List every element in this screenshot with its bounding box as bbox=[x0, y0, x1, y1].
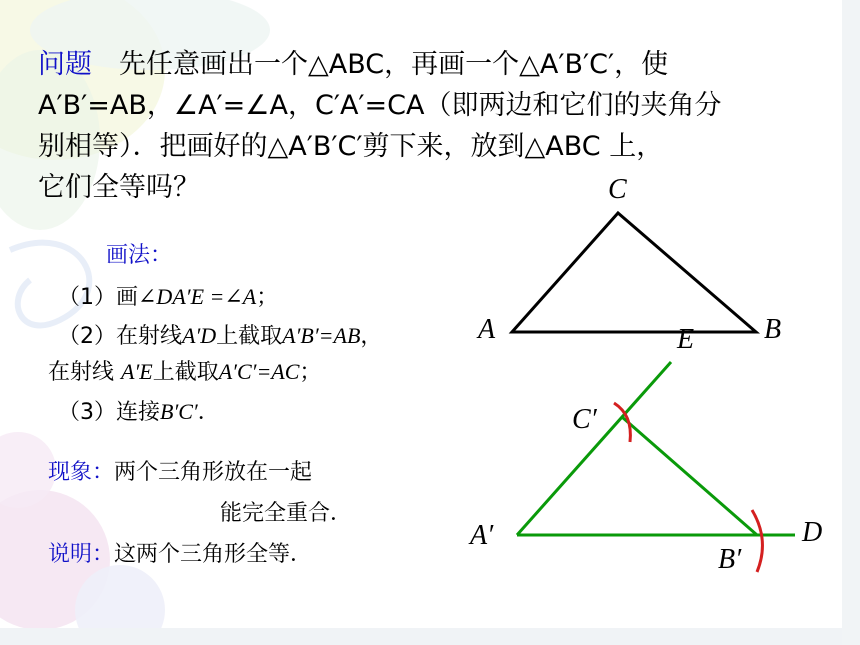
step2b-suffix: ； bbox=[299, 360, 322, 385]
label-b: B bbox=[764, 314, 782, 345]
step1-suffix: ； bbox=[256, 285, 279, 310]
explanation-text: 这两个三角形全等． bbox=[114, 542, 313, 567]
step1-prefix: （1）画 bbox=[58, 285, 138, 310]
explanation-label: 说明： bbox=[48, 542, 115, 567]
label-e: E bbox=[677, 324, 695, 355]
problem-line-4: 它们全等吗？ bbox=[38, 172, 200, 203]
step2-ray: A′D bbox=[182, 323, 217, 348]
problem-line-3: 别相等）．把画好的△A′B′C′剪下来，放到△ABC 上， bbox=[38, 131, 664, 162]
segment-b-c bbox=[622, 417, 757, 535]
step2-suffix: ， bbox=[360, 324, 383, 349]
step3-prefix: （3）连接 bbox=[58, 400, 160, 425]
step2b-eq: A′C′=AC bbox=[218, 359, 300, 384]
problem-line-1: 先任意画出一个△ABC，再画一个△A′B′C′，使 bbox=[119, 49, 669, 80]
step2b-prefix: 在射线 bbox=[48, 360, 121, 385]
label-a: A bbox=[478, 314, 496, 345]
step1-math: ∠DA′E =∠A bbox=[138, 284, 257, 309]
problem-line-2: A′B′=AB，∠A′=∠A，C′A′=CA（即两边和它们的夹角分 bbox=[38, 90, 722, 121]
step2-eq: A′B′=AB bbox=[282, 323, 361, 348]
label-c-prime: C′ bbox=[572, 404, 597, 435]
step2-mid: 上截取 bbox=[216, 324, 283, 349]
label-b-prime: B′ bbox=[718, 544, 742, 575]
phenomenon-text-1: 两个三角形放在一起 bbox=[114, 460, 313, 485]
label-a-prime: A′ bbox=[470, 520, 494, 551]
arc-b-mark bbox=[752, 510, 762, 572]
step2b-ray: A′E bbox=[121, 359, 153, 384]
step2b-mid: 上截取 bbox=[152, 360, 219, 385]
method-heading: 画法： bbox=[106, 243, 173, 268]
step3-seg: B′C′ bbox=[160, 399, 198, 424]
ray-a-e bbox=[517, 362, 671, 535]
phenomenon-label: 现象： bbox=[48, 460, 115, 485]
step2-prefix: （2）在射线 bbox=[58, 324, 182, 349]
label-c: C bbox=[608, 174, 627, 205]
step3-suffix: ． bbox=[197, 400, 220, 425]
phenomenon-line-2: 能完全重合． bbox=[220, 501, 353, 526]
problem-tag: 问题 bbox=[38, 49, 92, 80]
label-d: D bbox=[802, 517, 823, 548]
